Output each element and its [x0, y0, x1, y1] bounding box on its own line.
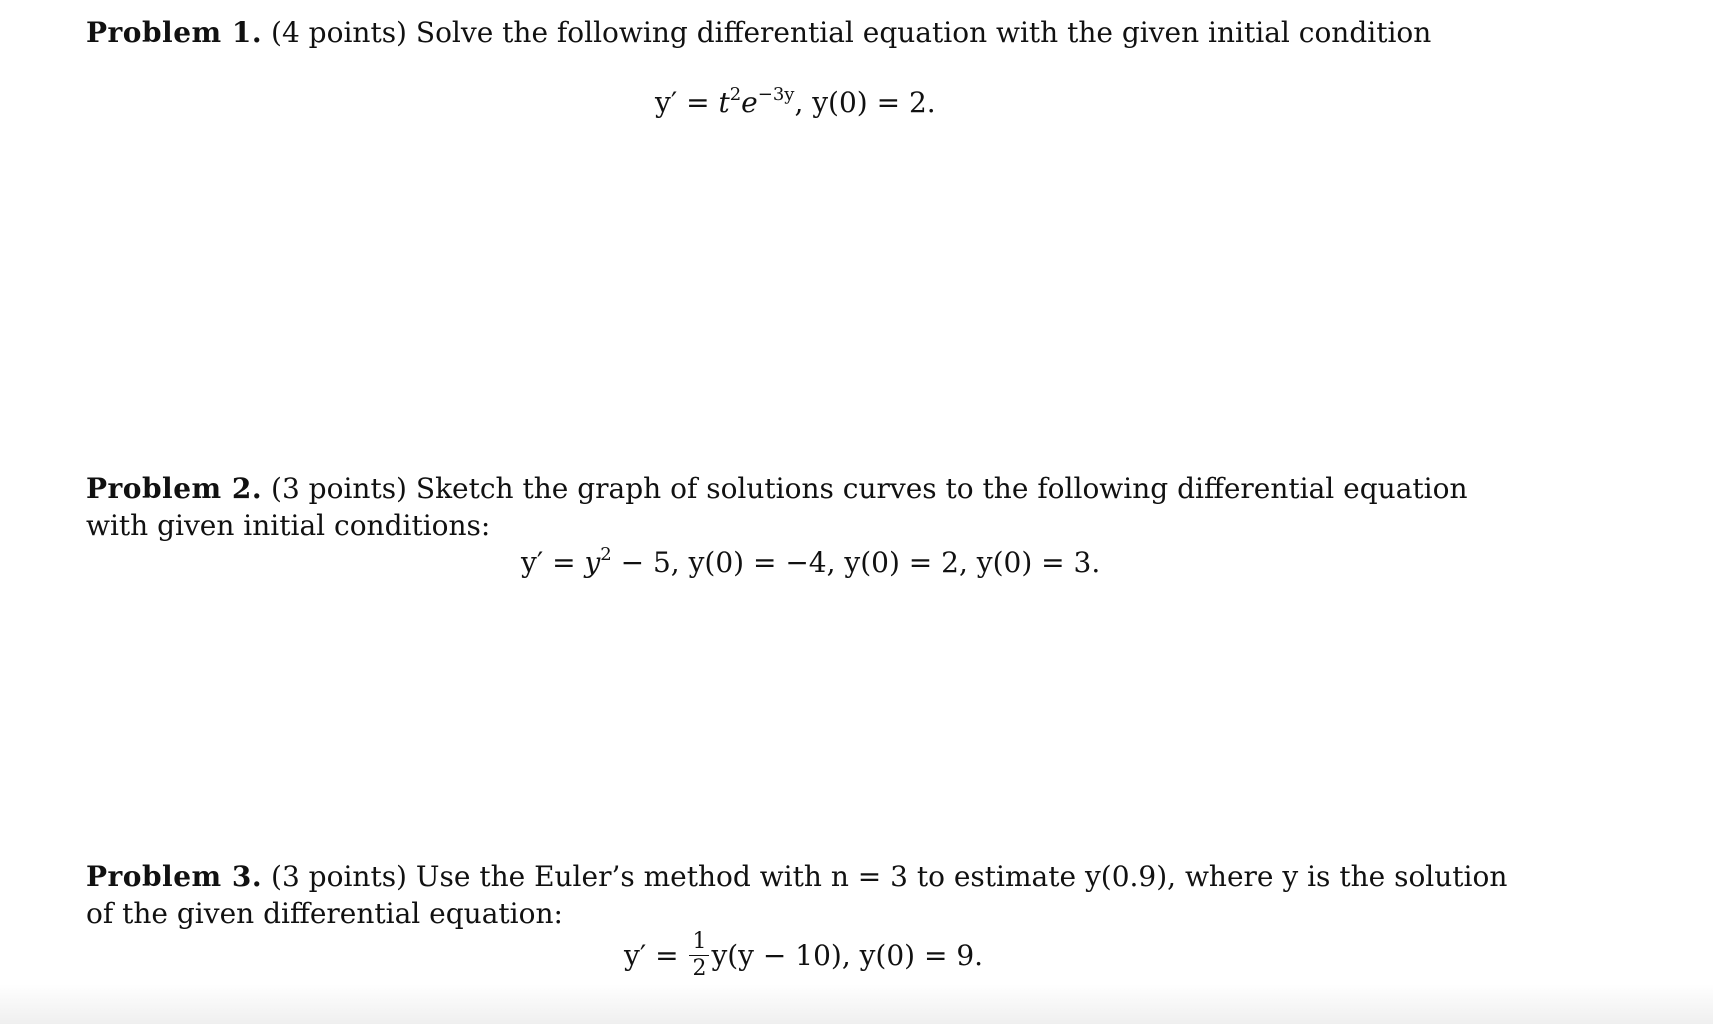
- problem-2-equation: $y' = y^2 - 5$, y(0) = −4, y(0) = 2, y(0) = 3.: [521, 544, 1101, 579]
- problem-3-statement: [86, 858, 1526, 932]
- fraction: $\frac{1}{2}$: [689, 929, 709, 982]
- problem-2-text: (3 points) Sketch the graph of solutions curves to the following differential equation with given initial conditions:: [86, 472, 1468, 542]
- problem-3-equation: y′ = $\frac{1}{2}$ y(y − 10), y(0) = 9.: [624, 929, 984, 981]
- problem-1-heading: Problem 1.: [86, 16, 263, 49]
- problem-1-text: (4 points) Solve the following differential equation with the given initial condition: [271, 16, 1432, 49]
- problem-2-statement: [86, 470, 1526, 544]
- problem-1-equation: $y' = t^2e^{-3y}$, y(0) = 2.: [655, 84, 936, 119]
- problem-1-statement: [86, 14, 1526, 51]
- problem-2-heading: Problem 2.: [86, 472, 263, 505]
- problem-3-text: (3 points) Use the Euler’s method with n = 3 to estimate y(0.9), where y is the solution of the given differential equation:: [86, 860, 1508, 930]
- bottom-fade: [0, 984, 1713, 1024]
- problem-3-heading: Problem 3.: [86, 860, 263, 893]
